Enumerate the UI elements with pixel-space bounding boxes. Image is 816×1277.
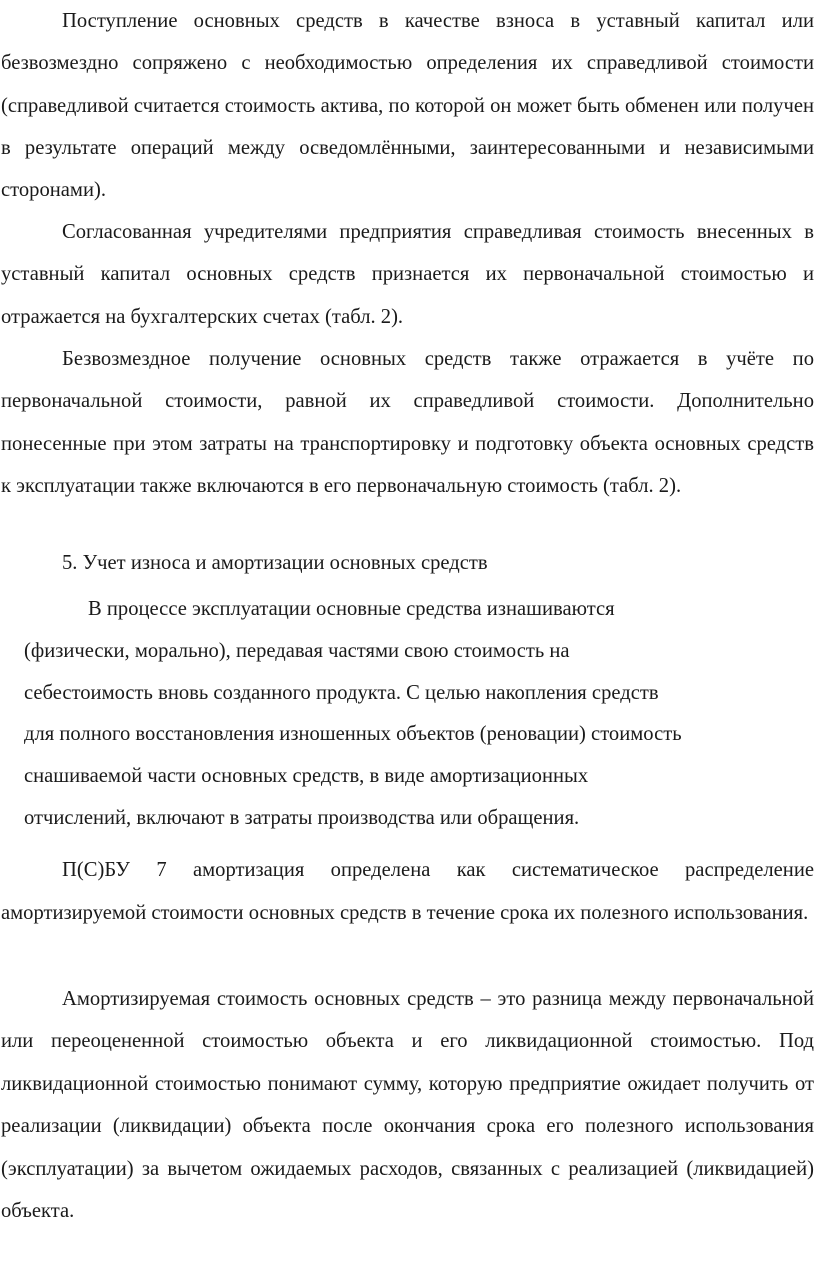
paragraph-standard-definition: П(С)БУ 7 амортизация определена как систематическое распределение амортизируемой стоимости основных средств в течение срока их полезного использования. xyxy=(1,859,814,924)
block-line: отчислений, включают в затраты производства или обращения. xyxy=(24,806,580,829)
paragraph-contribution-to-capital: Поступление основных средств в качестве взноса в уставный капитал или безвозмездно сопряжено с необходимостью определения их справедливой стоимости (справедливой считается стоимость актива, по которой он может быть обменен или получен в результате операций между осведомлёнными, заинтересованными и независимыми сторонами). xyxy=(1,10,814,202)
paragraph-depreciable-value: Амортизируемая стоимость основных средств – это разница между первоначальной или переоцененной стоимостью объекта и его ликвидационной стоимостью. Под ликвидационной стоимостью понимают сумму, которую предприятие ожидает получить от реализации (ликвидации) объекта после окончания срока его полезного использования (эксплуатации) за вычетом ожидаемых расходов, связанных с реализацией (ликвидацией) объекта. xyxy=(1,988,814,1223)
block-line: снашиваемой части основных средств, в виде амортизационных xyxy=(24,765,589,788)
section-heading: 5. Учет износа и амортизации основных средств xyxy=(62,552,488,574)
paragraph-founders-agreed-value: Согласованная учредителями предприятия справедливая стоимость внесенных в уставный капитал основных средств признается их первоначальной стоимостью и отражается на бухгалтерских счетах (табл. 2). xyxy=(1,221,814,328)
block-line: (физически, морально), передавая частями свою стоимость на xyxy=(24,639,570,662)
block-line: себестоимость вновь созданного продукта. С целью накопления средств xyxy=(24,681,659,704)
block-line: для полного восстановления изношенных объектов (реновации) стоимость xyxy=(24,723,682,746)
block-line: В процессе эксплуатации основные средства изнашиваются xyxy=(88,598,615,620)
depreciation-intro-block xyxy=(24,589,804,840)
paragraph-free-receipt: Безвозмездное получение основных средств также отражается в учёте по первоначальной стоимости, равной их справедливой стоимости. Дополнительно понесенные при этом затраты на транспортировку и подготовку объекта основных средств к эксплуатации также включаются в его первоначальную стоимость (табл. 2). xyxy=(1,348,814,497)
